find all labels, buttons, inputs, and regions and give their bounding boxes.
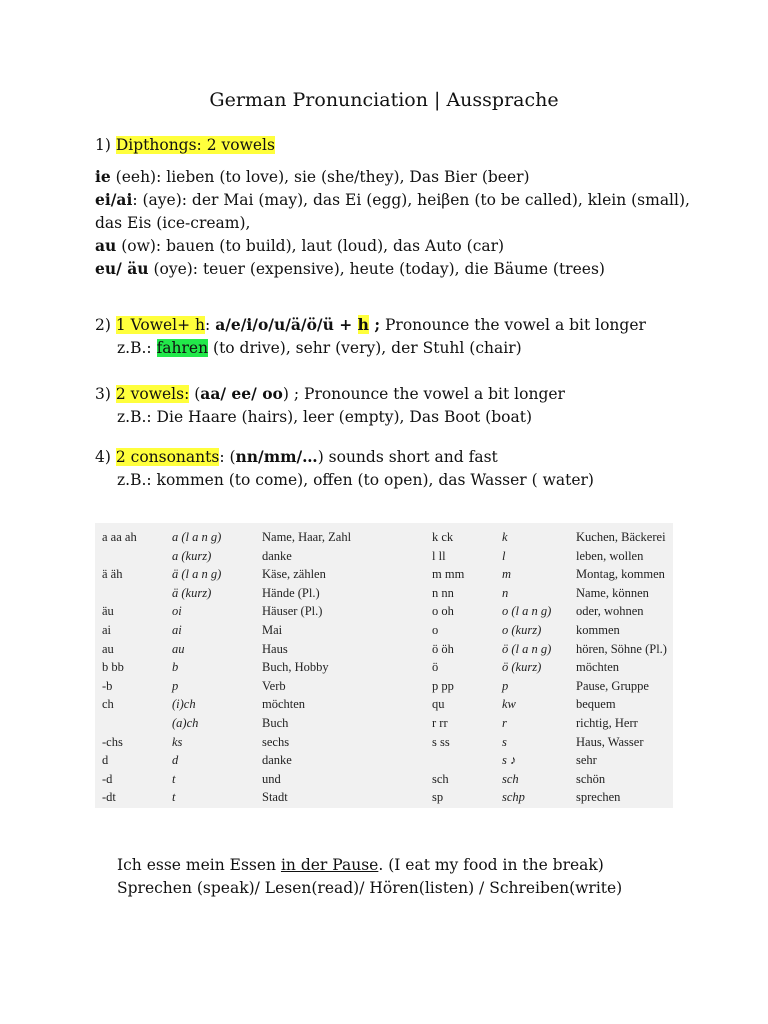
table-cell-sound: p [172, 678, 179, 693]
table-cell-sound: au [172, 641, 185, 656]
table-cell-sound: r [502, 716, 507, 730]
section-4-example: z.B.: kommen (to come), offen (to open), das Wasser ( water) [117, 471, 594, 489]
table-cell-example: Hände (Pl.) [262, 585, 320, 600]
table-cell-example: kommen [576, 623, 620, 637]
table-cell-spelling: m mm [432, 567, 465, 582]
table-cell-example: Buch, Hobby [262, 660, 329, 675]
table-row [95, 658, 673, 676]
footer-verbs-line: Sprechen (speak)/ Lesen(read)/ Hören(listen) / Schreiben(write) [117, 879, 623, 897]
diphthong-key: eu/ äu [95, 259, 149, 278]
table-cell-sound: ks [172, 734, 183, 749]
table-cell-sound: ö (l a n g) [502, 641, 552, 656]
table-cell-example: bequem [576, 697, 616, 712]
table-cell-spelling: sp [432, 790, 444, 805]
section-2-example [117, 338, 522, 358]
table-cell-example: Mai [262, 623, 283, 637]
section-1-number: 1) [95, 136, 116, 154]
table-cell-example: leben, wollen [576, 548, 644, 563]
table-row [95, 788, 673, 806]
diphthong-key: ei/ai [95, 190, 133, 209]
table-cell-sound: oi [172, 604, 182, 619]
table-cell-example: Montag, kommen [576, 567, 665, 582]
section-4-open: : ( [219, 448, 236, 466]
table-row [95, 602, 673, 620]
table-row [95, 770, 673, 788]
diphthong-continuation-line [95, 213, 250, 233]
table-cell-example: Kuchen, Bäckerei [576, 530, 666, 544]
table-cell-sound: k [502, 530, 508, 544]
table-cell-spelling: o [432, 623, 439, 637]
table-cell-example: Stadt [262, 790, 288, 805]
table-cell-spelling: d [102, 753, 109, 768]
table-cell-spelling: -chs [102, 734, 123, 749]
table-cell-example: Häuser (Pl.) [262, 604, 323, 619]
section-2-heading [95, 315, 646, 335]
section-3-title: 2 vowels: [115, 385, 190, 403]
section-3-description: ) ; Pronounce the vowel a bit longer [282, 385, 565, 403]
section-3-example: z.B.: Die Haare (hairs), leer (empty), Das Boot (boat) [117, 408, 532, 426]
table-cell-spelling: ä äh [102, 567, 123, 582]
table-cell-spelling: ö öh [432, 641, 454, 656]
table-cell-spelling: ch [102, 697, 114, 712]
section-4-title: 2 consonants [115, 448, 220, 466]
section-3-open: ( [189, 385, 201, 403]
table-cell-example: danke [262, 548, 292, 563]
table-cell-example: Name, können [576, 585, 649, 600]
table-cell-spelling: ai [102, 623, 112, 637]
table-cell-sound: ai [172, 623, 182, 637]
table-cell-example: richtig, Herr [576, 716, 638, 730]
diphthong-au-line [95, 236, 504, 256]
page-title: German Pronunciation | Aussprache [209, 89, 559, 111]
table-cell-example: möchten [262, 697, 306, 712]
table-cell-sound: ä (l a n g) [172, 567, 222, 582]
diphthong-text: : (aye): der Mai (may), das Ei (egg), heiβen (to be called), klein (small), [132, 191, 690, 209]
table-cell-sound: sch [502, 771, 519, 786]
section-2-h: h [357, 315, 369, 334]
section-1-heading [95, 135, 275, 155]
section-1-title: Dipthongs: 2 vowels [115, 136, 275, 154]
table-cell-sound: (i)ch [172, 697, 196, 712]
example-highlight-word: fahren [156, 339, 209, 357]
table-cell-sound: ä (kurz) [172, 585, 212, 600]
table-cell-example: oder, wohnen [576, 604, 644, 619]
section-2-number: 2) [95, 316, 116, 334]
table-cell-example: Verb [262, 678, 286, 693]
diphthong-key: au [95, 236, 117, 255]
table-cell-sound: schp [502, 790, 525, 805]
example-rest: (to drive), sehr (very), der Stuhl (chair) [208, 339, 522, 357]
table-cell-sound: a (l a n g) [172, 530, 222, 544]
table-cell-sound: p [502, 678, 509, 693]
table-cell-spelling: ö [432, 660, 439, 675]
table-cell-spelling: a aa ah [102, 530, 137, 544]
diphthong-key: ie [95, 167, 111, 186]
diphthong-ie-line [95, 167, 530, 187]
section-3-number: 3) [95, 385, 116, 403]
table-cell-spelling: r rr [432, 716, 448, 730]
section-2-vowels: a/e/i/o/u/ä/ö/ü + [215, 315, 358, 334]
section-2-title: 1 Vowel+ h [115, 316, 206, 334]
section-3-pattern: aa/ ee/ oo [200, 384, 283, 403]
table-cell-example: Buch [262, 716, 289, 730]
table-cell-sound: o (l a n g) [502, 604, 552, 619]
table-row [95, 528, 673, 546]
table-cell-example: sechs [262, 734, 290, 749]
table-cell-spelling: au [102, 641, 114, 656]
table-cell-spelling: s ss [432, 734, 450, 749]
diphthong-text: das Eis (ice-cream), [95, 214, 251, 232]
table-row [95, 621, 673, 639]
table-cell-example: sprechen [576, 790, 621, 805]
table-cell-spelling: qu [432, 697, 445, 712]
table-cell-example: Pause, Gruppe [576, 678, 649, 693]
table-cell-spelling: l ll [432, 548, 446, 563]
table-cell-spelling: n nn [432, 585, 454, 600]
table-row [95, 733, 673, 751]
table-cell-spelling: -b [102, 678, 113, 693]
table-cell-sound: d [172, 753, 179, 768]
table-cell-sound: l [502, 548, 506, 563]
table-row [95, 565, 673, 583]
table-cell-example: möchten [576, 660, 620, 675]
table-cell-spelling: äu [102, 604, 114, 619]
diphthong-eu-line [95, 259, 605, 279]
footer-underlined-phrase: in der Pause [280, 856, 379, 874]
table-row [95, 584, 673, 602]
table-cell-spelling: p pp [432, 678, 454, 693]
table-cell-example: Käse, zählen [262, 567, 326, 582]
section-4-heading [95, 447, 498, 467]
section-4-number: 4) [95, 448, 116, 466]
table-cell-spelling: -d [102, 771, 113, 786]
section-2-semicolon: ; [368, 315, 381, 334]
section-4-description: ) sounds short and fast [317, 448, 498, 466]
table-cell-example: Haus [262, 641, 288, 656]
table-row [95, 714, 673, 732]
table-cell-spelling: k ck [432, 530, 454, 544]
table-cell-example: Name, Haar, Zahl [262, 530, 352, 544]
table-cell-sound: s [502, 734, 507, 749]
table-cell-sound: n [502, 585, 509, 600]
diphthong-text: (ow): bauen (to build), laut (loud), das Auto (car) [116, 237, 505, 255]
table-cell-sound: m [502, 567, 512, 582]
table-cell-example: Haus, Wasser [576, 734, 644, 749]
table-row [95, 677, 673, 695]
table-cell-sound: t [172, 790, 176, 805]
table-cell-sound: a (kurz) [172, 548, 212, 563]
table-cell-example: danke [262, 753, 292, 768]
table-cell-sound: t [172, 771, 176, 786]
footer-sentence-start: Ich esse mein Essen [117, 856, 281, 874]
pronunciation-table [95, 523, 673, 808]
table-cell-spelling: sch [432, 771, 449, 786]
table-cell-spelling: o oh [432, 604, 454, 619]
section-2-description: Pronounce the vowel a bit longer [380, 316, 646, 334]
table-cell-sound: (a)ch [172, 716, 199, 730]
diphthong-ei-line [95, 190, 690, 210]
table-cell-example: hören, Söhne (Pl.) [576, 641, 667, 656]
section-2-colon: : [205, 316, 216, 334]
table-cell-sound: ö (kurz) [502, 660, 542, 675]
table-row [95, 640, 673, 658]
table-row [95, 751, 673, 769]
table-cell-example: und [262, 771, 281, 786]
section-4-pattern: nn/mm/… [235, 447, 318, 466]
table-row [95, 695, 673, 713]
table-cell-spelling: -dt [102, 790, 116, 805]
diphthong-text: (oye): teuer (expensive), heute (today), die Bäume (trees) [148, 260, 605, 278]
footer-sentence-end: . (I eat my food in the break) [378, 856, 604, 874]
section-3-heading [95, 384, 565, 404]
table-cell-example: schön [576, 771, 606, 786]
table-cell-example: sehr [576, 753, 597, 768]
diphthong-text: (eeh): lieben (to love), sie (she/they), Das Bier (beer) [110, 168, 530, 186]
table-cell-sound: s ♪ [502, 753, 517, 768]
table-cell-spelling: b bb [102, 660, 124, 675]
example-prefix: z.B.: [117, 339, 157, 357]
table-cell-sound: o (kurz) [502, 623, 542, 637]
footer-sentence [117, 855, 604, 875]
table-cell-sound: kw [502, 697, 516, 712]
table-row [95, 547, 673, 565]
table-cell-sound: b [172, 660, 179, 675]
